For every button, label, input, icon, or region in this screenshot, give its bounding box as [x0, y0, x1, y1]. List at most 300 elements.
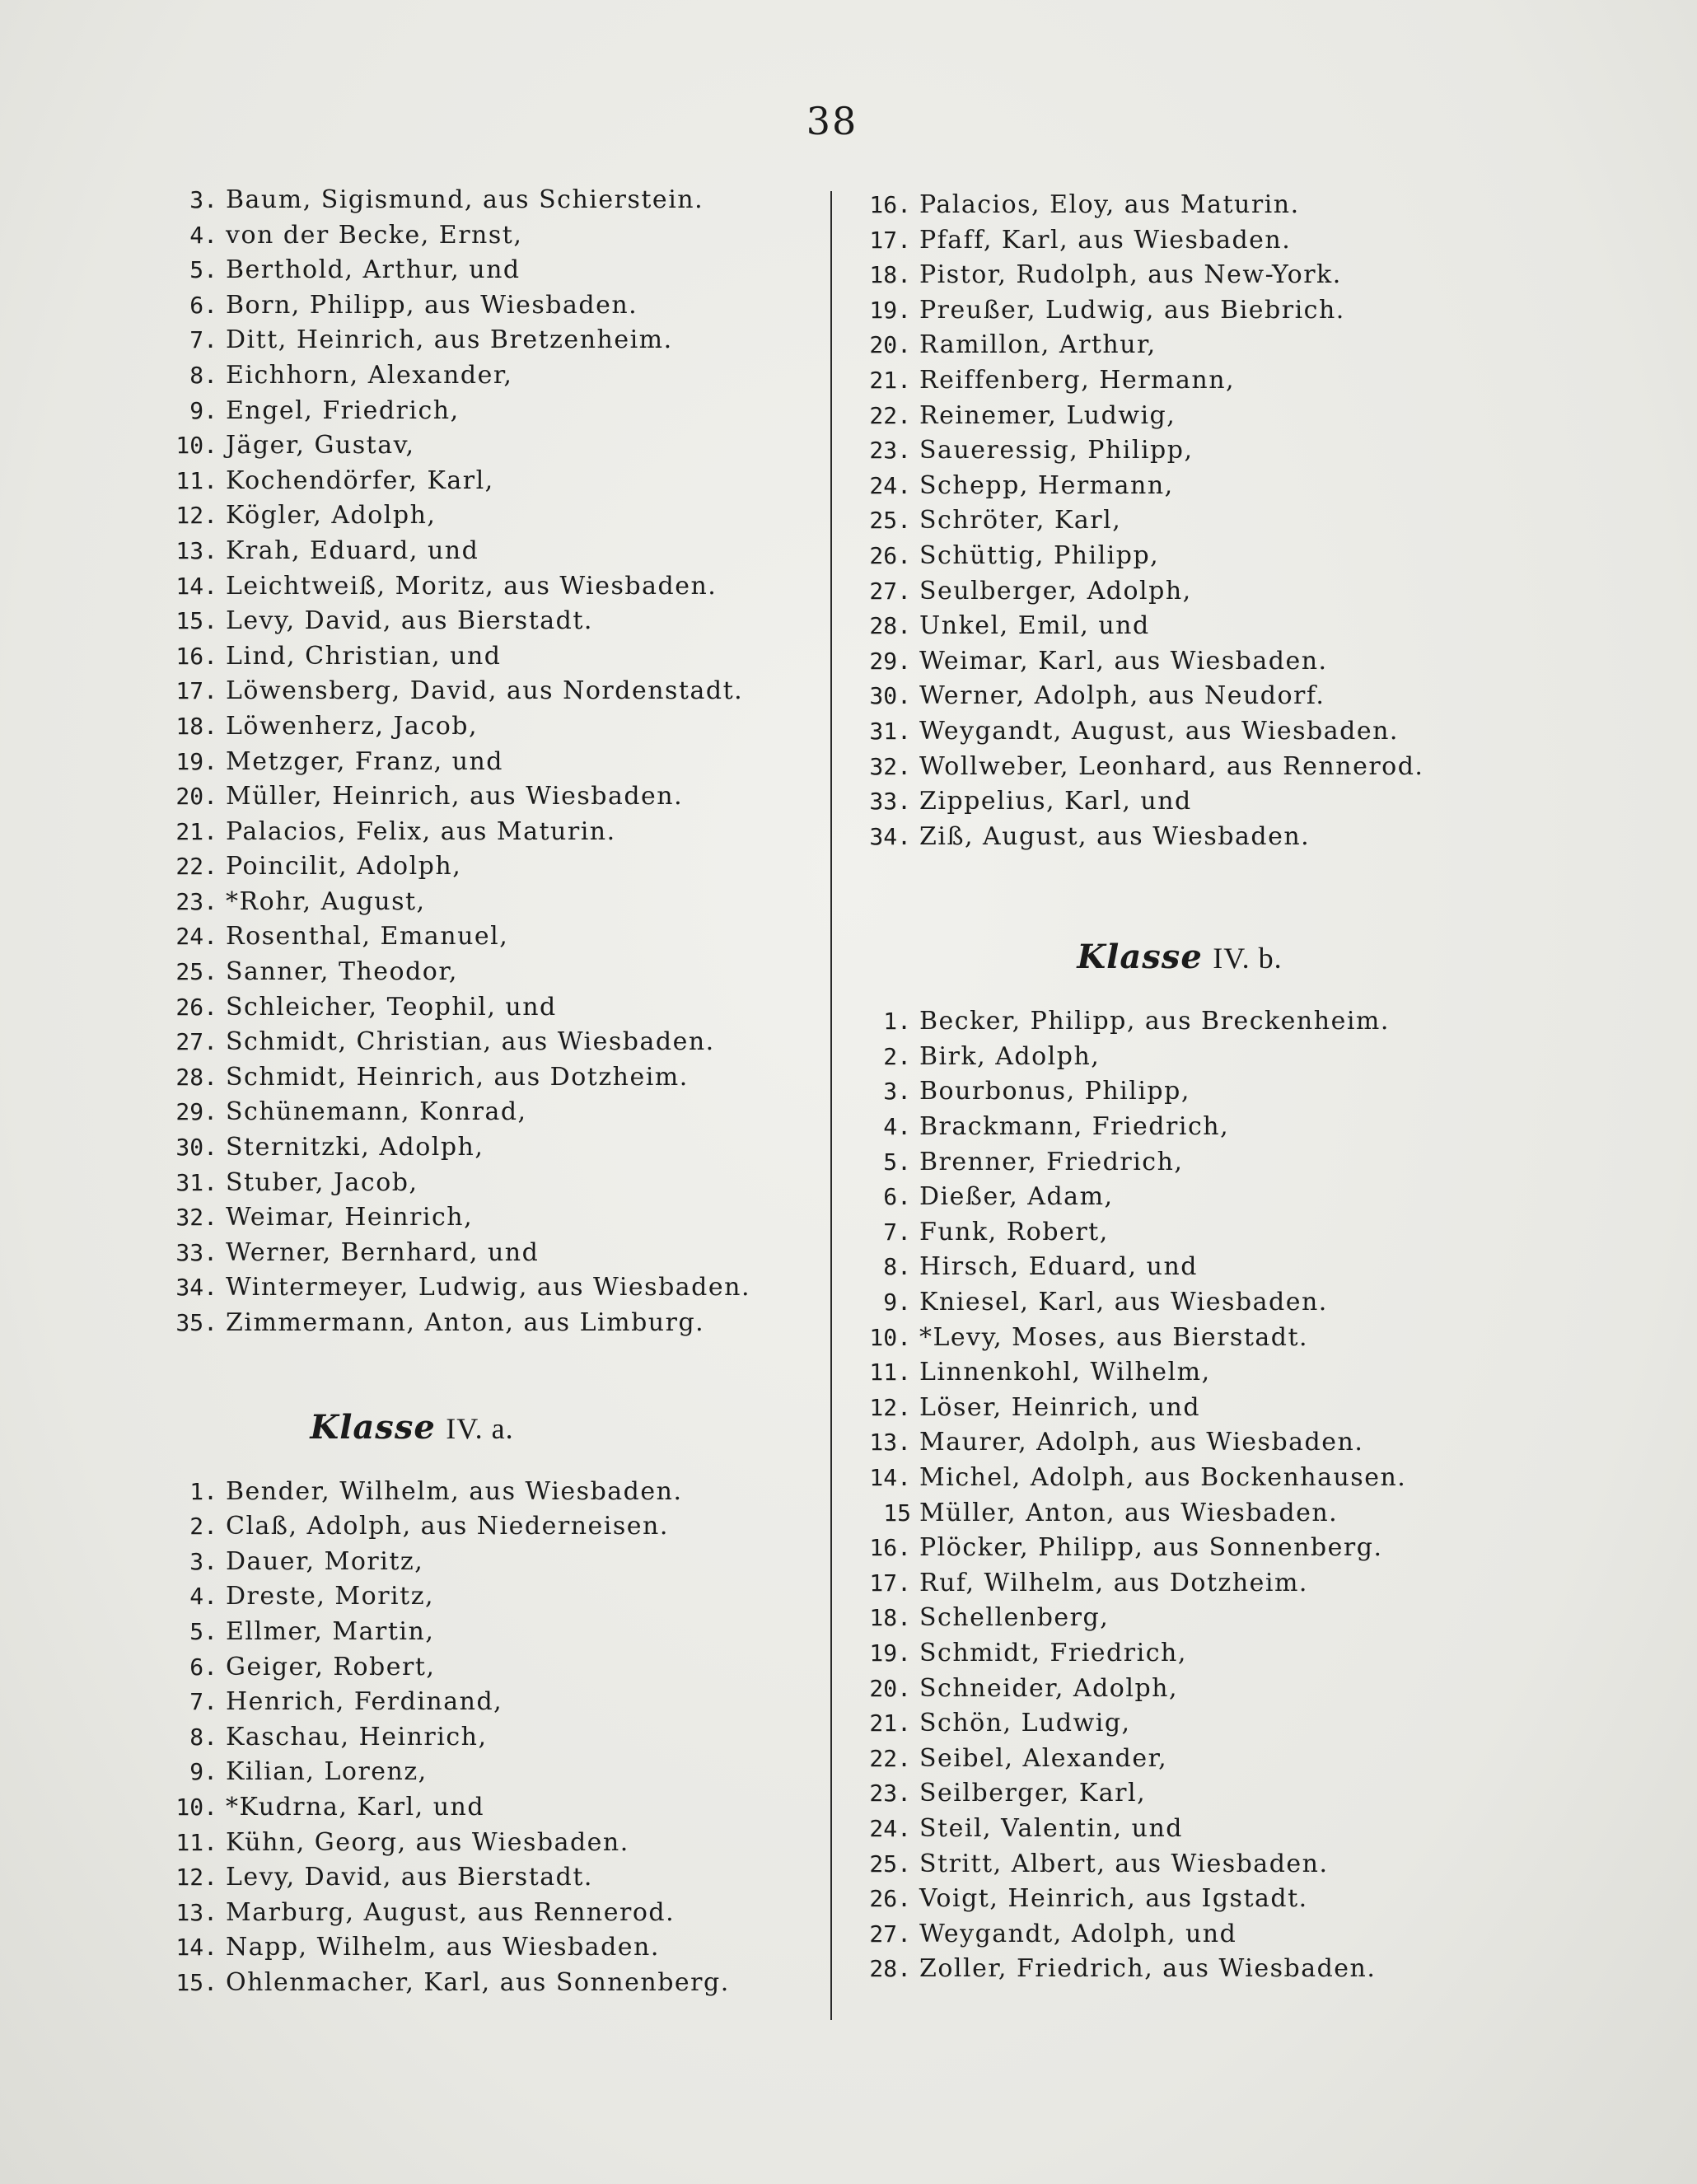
list-entry	[148, 1060, 807, 1096]
list-entry	[148, 919, 807, 955]
entry-number: 7.	[189, 326, 217, 354]
entry-number: 18.	[175, 712, 217, 740]
list-entry	[148, 183, 807, 218]
entry-number: 6.	[883, 1183, 911, 1211]
entry-name: Becker, Philipp, aus Breckenheim.	[919, 1007, 1390, 1036]
list-entry	[148, 1930, 807, 1966]
entry-number: 25.	[869, 1850, 911, 1878]
entry-name: Schröter, Karl,	[919, 506, 1122, 535]
list-entry	[148, 639, 807, 675]
entry-number: 5.	[189, 256, 217, 284]
list-entry	[842, 784, 1517, 820]
entry-number: 28.	[175, 1063, 217, 1091]
entry-name: Preußer, Ludwig, aus Biebrich.	[919, 295, 1345, 325]
entry-name: *Kudrna, Karl, und	[226, 1792, 485, 1822]
class-iv-b-list	[842, 1004, 1517, 1987]
entry-number: 1.	[883, 1008, 911, 1036]
entry-number: 28.	[869, 612, 911, 640]
entry-name: Marburg, August, aus Rennerod.	[226, 1897, 676, 1927]
heading-suffix: IV. b.	[1213, 942, 1283, 975]
entry-name: Schünemann, Konrad,	[226, 1097, 527, 1127]
list-entry	[842, 679, 1517, 714]
entry-name: Rosenthal, Emanuel,	[226, 922, 509, 952]
entry-name: Kniesel, Karl, aus Wiesbaden.	[919, 1288, 1328, 1317]
list-entry	[148, 709, 807, 745]
entry-name: Zoller, Friedrich, aus Wiesbaden.	[919, 1954, 1377, 1984]
entry-name: Kilian, Lorenz,	[226, 1757, 428, 1787]
entry-number: 15.	[175, 1968, 217, 1996]
entry-name: Funk, Robert,	[919, 1217, 1109, 1246]
list-entry	[148, 1579, 807, 1615]
list-entry	[842, 1672, 1517, 1707]
list-entry	[842, 1040, 1517, 1075]
entry-number: 35.	[175, 1309, 217, 1336]
list-entry	[842, 1110, 1517, 1145]
list-entry	[842, 1636, 1517, 1672]
entry-number: 21.	[869, 1709, 911, 1737]
list-entry	[148, 1790, 807, 1826]
entry-name: Löser, Heinrich, und	[919, 1392, 1201, 1422]
list-entry	[842, 1180, 1517, 1215]
entry-name: Engel, Friedrich,	[226, 395, 460, 425]
entry-name: Weygandt, August, aus Wiesbaden.	[919, 716, 1399, 746]
entry-name: Levy, David, aus Bierstadt.	[226, 1863, 593, 1892]
entry-name: Sanner, Theodor,	[226, 957, 458, 987]
list-entry	[148, 1236, 807, 1271]
list-entry	[842, 1601, 1517, 1636]
entry-number: 29.	[175, 1098, 217, 1126]
entry-number: 25.	[175, 958, 217, 986]
list-entry	[842, 1847, 1517, 1882]
entry-name: Ohlenmacher, Karl, aus Sonnenberg.	[226, 1967, 730, 1997]
entry-name: Palacios, Felix, aus Maturin.	[226, 816, 616, 846]
entry-name: Müller, Anton, aus Wiesbaden.	[919, 1498, 1339, 1527]
entry-number: 4.	[883, 1113, 911, 1141]
entry-name: Poincilit, Adolph,	[226, 852, 462, 882]
section-spacer	[842, 854, 1517, 928]
list-entry	[148, 674, 807, 709]
left-column	[148, 183, 807, 2001]
list-entry	[148, 569, 807, 605]
entry-number: 12.	[175, 1864, 217, 1892]
list-entry	[842, 1461, 1517, 1496]
list-entry	[842, 363, 1517, 399]
entry-name: Schmidt, Heinrich, aus Dotzheim.	[226, 1062, 689, 1092]
entry-number: 30.	[869, 682, 911, 710]
entry-number: 17.	[175, 677, 217, 705]
entry-name: Claß, Adolph, aus Niederneisen.	[226, 1512, 669, 1541]
entry-name: Ditt, Heinrich, aus Bretzenheim.	[226, 325, 673, 355]
entry-number: 17.	[869, 226, 911, 254]
list-entry	[842, 1531, 1517, 1566]
entry-number: 32.	[175, 1204, 217, 1232]
entry-number: 11.	[869, 1359, 911, 1387]
list-entry	[148, 358, 807, 394]
entry-number: 6.	[189, 1653, 217, 1681]
list-entry	[842, 1391, 1517, 1426]
list-entry	[842, 750, 1517, 785]
entry-name: Wollweber, Leonhard, aus Rennerod.	[919, 751, 1424, 781]
entry-name: Levy, David, aus Bierstadt.	[226, 606, 593, 636]
list-entry	[842, 1742, 1517, 1777]
entry-name: Pistor, Rudolph, aus New-York.	[919, 260, 1342, 290]
entry-number: 13.	[869, 1429, 911, 1457]
entry-name: Reiffenberg, Hermann,	[919, 365, 1236, 395]
entry-number: 28.	[869, 1955, 911, 1983]
entry-name: Voigt, Heinrich, aus Igstadt.	[919, 1884, 1308, 1914]
list-entry	[148, 534, 807, 569]
list-entry	[148, 1200, 807, 1236]
entry-name: Ruf, Wilhelm, aus Dotzheim.	[919, 1568, 1308, 1597]
entry-number: 20.	[869, 1674, 911, 1702]
list-entry	[148, 253, 807, 288]
right-continued-list	[842, 188, 1517, 854]
entry-number: 10.	[175, 1793, 217, 1821]
list-entry	[842, 609, 1517, 644]
entry-number: 26.	[869, 1885, 911, 1913]
entry-number: 6.	[189, 291, 217, 319]
list-entry	[842, 433, 1517, 469]
entry-name: Henrich, Ferdinand,	[226, 1687, 503, 1717]
list-entry	[148, 1650, 807, 1686]
heading-suffix: IV. a.	[446, 1411, 514, 1445]
entry-number: 19.	[175, 747, 217, 775]
entry-number: 21.	[175, 817, 217, 845]
list-entry	[148, 1130, 807, 1166]
list-entry	[148, 815, 807, 850]
list-entry	[842, 1776, 1517, 1812]
entry-number: 13.	[175, 1898, 217, 1926]
list-entry	[148, 1166, 807, 1201]
entry-name: Dreste, Moritz,	[226, 1582, 435, 1611]
entry-number: 23.	[869, 437, 911, 465]
entry-number: 3.	[883, 1078, 911, 1106]
entry-number: 16.	[869, 191, 911, 218]
entry-name: Müller, Heinrich, aus Wiesbaden.	[226, 782, 684, 811]
entry-number: 26.	[869, 541, 911, 569]
entry-number: 5.	[189, 1617, 217, 1645]
entry-number: 32.	[869, 752, 911, 780]
entry-number: 27.	[175, 1028, 217, 1056]
entry-number: 31.	[869, 717, 911, 745]
list-entry	[842, 1882, 1517, 1917]
list-entry	[148, 1720, 807, 1756]
entry-name: Seibel, Alexander,	[919, 1743, 1168, 1773]
entry-number: 13.	[175, 536, 217, 564]
entry-name: Weygandt, Adolph, und	[919, 1919, 1237, 1948]
entry-name: Krah, Eduard, und	[226, 535, 479, 565]
list-entry	[148, 1966, 807, 2001]
entry-name: Dauer, Moritz,	[226, 1546, 424, 1576]
list-entry	[842, 1285, 1517, 1321]
entry-name: Schleicher, Teophil, und	[226, 992, 557, 1022]
entry-number: 8.	[189, 361, 217, 389]
entry-name: Baum, Sigismund, aus Schierstein.	[226, 185, 704, 214]
entry-name: Michel, Adolph, aus Bockenhausen.	[919, 1463, 1407, 1492]
list-entry	[842, 539, 1517, 574]
entry-name: Metzger, Franz, und	[226, 746, 503, 776]
list-entry	[148, 990, 807, 1026]
list-entry	[842, 1074, 1517, 1110]
entry-number: 9.	[189, 396, 217, 424]
entry-name: Schön, Ludwig,	[919, 1709, 1131, 1738]
entry-number: 26.	[175, 993, 217, 1021]
entry-name: Zimmermann, Anton, aus Limburg.	[226, 1308, 705, 1337]
list-entry	[148, 885, 807, 920]
entry-name: *Rohr, August,	[226, 886, 426, 916]
entry-number: 27.	[869, 577, 911, 605]
entry-number: 25.	[869, 507, 911, 535]
entry-name: Geiger, Robert,	[226, 1652, 436, 1681]
entry-name: Stuber, Jacob,	[226, 1167, 418, 1197]
entry-name: Seulberger, Adolph,	[919, 576, 1192, 606]
entry-name: Napp, Wilhelm, aus Wiesbaden.	[226, 1933, 660, 1962]
entry-number: 7.	[883, 1218, 911, 1246]
list-entry	[148, 428, 807, 464]
entry-name: Lind, Christian, und	[226, 641, 502, 671]
list-entry	[842, 1566, 1517, 1602]
entry-number: 2.	[189, 1513, 217, 1541]
entry-name: Berthold, Arthur, und	[226, 255, 521, 285]
entry-name: Hirsch, Eduard, und	[919, 1252, 1198, 1282]
entry-number: 20.	[869, 331, 911, 359]
list-entry	[148, 745, 807, 780]
entry-number: 33.	[175, 1238, 217, 1266]
entry-number: 5.	[883, 1148, 911, 1176]
entry-name: Kögler, Adolph,	[226, 501, 437, 531]
entry-name: Schmidt, Friedrich,	[919, 1638, 1187, 1667]
entry-number: 15.	[175, 607, 217, 635]
entry-number: 22.	[869, 401, 911, 429]
entry-name: Saueressig, Philipp,	[919, 436, 1194, 465]
entry-number: 8.	[189, 1723, 217, 1751]
entry-name: Ramillon, Arthur,	[919, 330, 1157, 360]
left-continued-list	[148, 183, 807, 1341]
entry-name: Steil, Valentin, und	[919, 1813, 1183, 1843]
list-entry	[148, 1270, 807, 1306]
entry-number: 14.	[175, 572, 217, 600]
entry-number: 11.	[175, 1828, 217, 1856]
entry-name: Palacios, Eloy, aus Maturin.	[919, 190, 1300, 219]
list-entry	[148, 288, 807, 324]
list-entry	[842, 328, 1517, 363]
entry-number: 15	[883, 1499, 911, 1527]
entry-number: 9.	[189, 1758, 217, 1786]
list-entry	[842, 469, 1517, 504]
entry-name: Kühn, Georg, aus Wiesbaden.	[226, 1827, 629, 1857]
section-spacer	[148, 1341, 807, 1399]
entry-number: 4.	[189, 1583, 217, 1611]
entry-number: 16.	[175, 642, 217, 670]
entry-name: Unkel, Emil, und	[919, 611, 1150, 641]
entry-number: 17.	[869, 1569, 911, 1597]
entry-name: Werner, Bernhard, und	[226, 1237, 540, 1267]
list-entry	[842, 1250, 1517, 1285]
list-entry	[148, 1509, 807, 1545]
list-entry	[148, 218, 807, 254]
list-entry	[148, 1095, 807, 1130]
entry-name: Maurer, Adolph, aus Wiesbaden.	[919, 1428, 1364, 1457]
list-entry	[842, 399, 1517, 434]
list-entry	[148, 1896, 807, 1931]
entry-number: 30.	[175, 1134, 217, 1162]
right-column	[842, 188, 1517, 1987]
entry-number: 3.	[189, 1547, 217, 1575]
entry-name: Wintermeyer, Ludwig, aus Wiesbaden.	[226, 1273, 750, 1302]
entry-name: Seilberger, Karl,	[919, 1779, 1147, 1808]
list-entry	[148, 1475, 807, 1510]
entry-number: 10.	[175, 432, 217, 460]
entry-number: 10.	[869, 1323, 911, 1351]
list-entry	[842, 1425, 1517, 1461]
entry-name: Pfaff, Karl, aus Wiesbaden.	[919, 225, 1292, 255]
entry-number: 1.	[189, 1477, 217, 1505]
entry-name: von der Becke, Ernst,	[226, 220, 523, 250]
list-entry	[842, 1952, 1517, 1987]
entry-number: 4.	[189, 221, 217, 249]
entry-number: 22.	[175, 853, 217, 881]
entry-name: Dießer, Adam,	[919, 1182, 1114, 1212]
entry-name: Schüttig, Philipp,	[919, 540, 1160, 570]
entry-name: Reinemer, Ludwig,	[919, 400, 1176, 430]
heading-word: Klasse	[1077, 938, 1203, 977]
list-entry	[842, 644, 1517, 680]
entry-number: 18.	[869, 261, 911, 289]
list-entry	[148, 464, 807, 499]
entry-number: 22.	[869, 1744, 911, 1772]
entry-name: Eichhorn, Alexander,	[226, 360, 513, 390]
entry-name: Kaschau, Heinrich,	[226, 1722, 488, 1751]
list-entry	[148, 323, 807, 358]
entry-name: Plöcker, Philipp, aus Sonnenberg.	[919, 1533, 1383, 1563]
entry-name: Brackmann, Friedrich,	[919, 1112, 1230, 1142]
entry-name: Sternitzki, Adolph,	[226, 1133, 484, 1162]
class-iv-a-list	[148, 1475, 807, 2001]
list-entry	[148, 498, 807, 534]
entry-number: 14.	[869, 1464, 911, 1491]
list-entry	[842, 574, 1517, 610]
entry-name: Leichtweiß, Moritz, aus Wiesbaden.	[226, 571, 718, 601]
list-entry	[842, 1321, 1517, 1356]
column-divider	[830, 191, 832, 2020]
entry-number: 9.	[883, 1288, 911, 1316]
entry-number: 33.	[869, 788, 911, 816]
entry-number: 27.	[869, 1920, 911, 1948]
entry-name: Werner, Adolph, aus Neudorf.	[919, 681, 1325, 711]
heading-word: Klasse	[310, 1407, 436, 1447]
entry-number: 34.	[175, 1274, 217, 1302]
list-entry	[842, 188, 1517, 223]
entry-name: Jäger, Gustav,	[226, 431, 415, 461]
entry-name: Brenner, Friedrich,	[919, 1147, 1184, 1176]
entry-number: 19.	[869, 1639, 911, 1667]
entry-number: 24.	[175, 923, 217, 951]
entry-name: Birk, Adolph,	[919, 1041, 1101, 1071]
entry-name: Bourbonus, Philipp,	[919, 1077, 1190, 1106]
entry-name: Weimar, Heinrich,	[226, 1203, 474, 1232]
list-entry	[842, 223, 1517, 259]
entry-number: 23.	[869, 1779, 911, 1808]
entry-number: 14.	[175, 1934, 217, 1962]
entry-name: Bender, Wilhelm, aus Wiesbaden.	[226, 1476, 683, 1506]
list-entry	[148, 1826, 807, 1861]
list-entry	[148, 779, 807, 815]
entry-number: 24.	[869, 471, 911, 499]
entry-name: Schneider, Adolph,	[919, 1673, 1179, 1703]
entry-number: 24.	[869, 1814, 911, 1842]
list-entry	[842, 1215, 1517, 1251]
page-number: 38	[806, 99, 858, 143]
list-entry	[842, 1145, 1517, 1181]
entry-name: Weimar, Karl, aus Wiesbaden.	[919, 646, 1328, 676]
list-entry	[842, 1706, 1517, 1742]
list-entry	[148, 394, 807, 429]
entry-name: *Levy, Moses, aus Bierstadt.	[919, 1322, 1309, 1352]
list-entry	[148, 1685, 807, 1720]
list-entry	[842, 820, 1517, 855]
entry-name: Schepp, Hermann,	[919, 470, 1174, 500]
entry-name: Zippelius, Karl, und	[919, 787, 1192, 816]
list-entry	[148, 1545, 807, 1580]
list-entry	[148, 1755, 807, 1790]
entry-number: 3.	[189, 186, 217, 213]
list-entry	[148, 1860, 807, 1896]
list-entry	[148, 1025, 807, 1060]
list-entry	[842, 1355, 1517, 1391]
entry-number: 18.	[869, 1604, 911, 1632]
entry-name: Kochendörfer, Karl,	[226, 465, 494, 495]
list-entry	[148, 849, 807, 885]
entry-number: 29.	[869, 647, 911, 675]
entry-number: 34.	[869, 822, 911, 850]
entry-number: 12.	[175, 502, 217, 530]
list-entry	[842, 293, 1517, 329]
entry-name: Stritt, Albert, aus Wiesbaden.	[919, 1849, 1329, 1878]
list-entry	[148, 955, 807, 990]
entry-number: 21.	[869, 366, 911, 394]
entry-name: Linnenkohl, Wilhelm,	[919, 1358, 1211, 1387]
entry-number: 11.	[175, 466, 217, 494]
list-entry	[842, 1917, 1517, 1953]
list-entry	[842, 1004, 1517, 1040]
entry-number: 12.	[869, 1393, 911, 1421]
entry-number: 7.	[189, 1688, 217, 1716]
entry-number: 19.	[869, 296, 911, 324]
entry-number: 2.	[883, 1042, 911, 1070]
entry-name: Ellmer, Martin,	[226, 1616, 435, 1646]
entry-name: Ziß, August, aus Wiesbaden.	[919, 821, 1311, 851]
entry-name: Schellenberg,	[919, 1603, 1110, 1633]
section-heading-iv-b	[842, 928, 1517, 986]
list-entry	[842, 258, 1517, 293]
list-entry	[842, 1496, 1517, 1532]
list-entry	[842, 1812, 1517, 1847]
entry-name: Schmidt, Christian, aus Wiesbaden.	[226, 1027, 715, 1057]
entry-number: 20.	[175, 783, 217, 811]
list-entry	[148, 1615, 807, 1650]
entry-name: Löwenherz, Jacob,	[226, 711, 479, 741]
entry-number: 8.	[883, 1253, 911, 1281]
list-entry	[842, 503, 1517, 539]
list-entry	[842, 714, 1517, 750]
entry-name: Löwensberg, David, aus Nordenstadt.	[226, 676, 744, 706]
entry-number: 23.	[175, 887, 217, 915]
list-entry	[148, 604, 807, 639]
section-heading-iv-a	[148, 1399, 676, 1457]
list-entry	[148, 1306, 807, 1341]
entry-name: Born, Philipp, aus Wiesbaden.	[226, 290, 638, 320]
entry-number: 16.	[869, 1534, 911, 1562]
